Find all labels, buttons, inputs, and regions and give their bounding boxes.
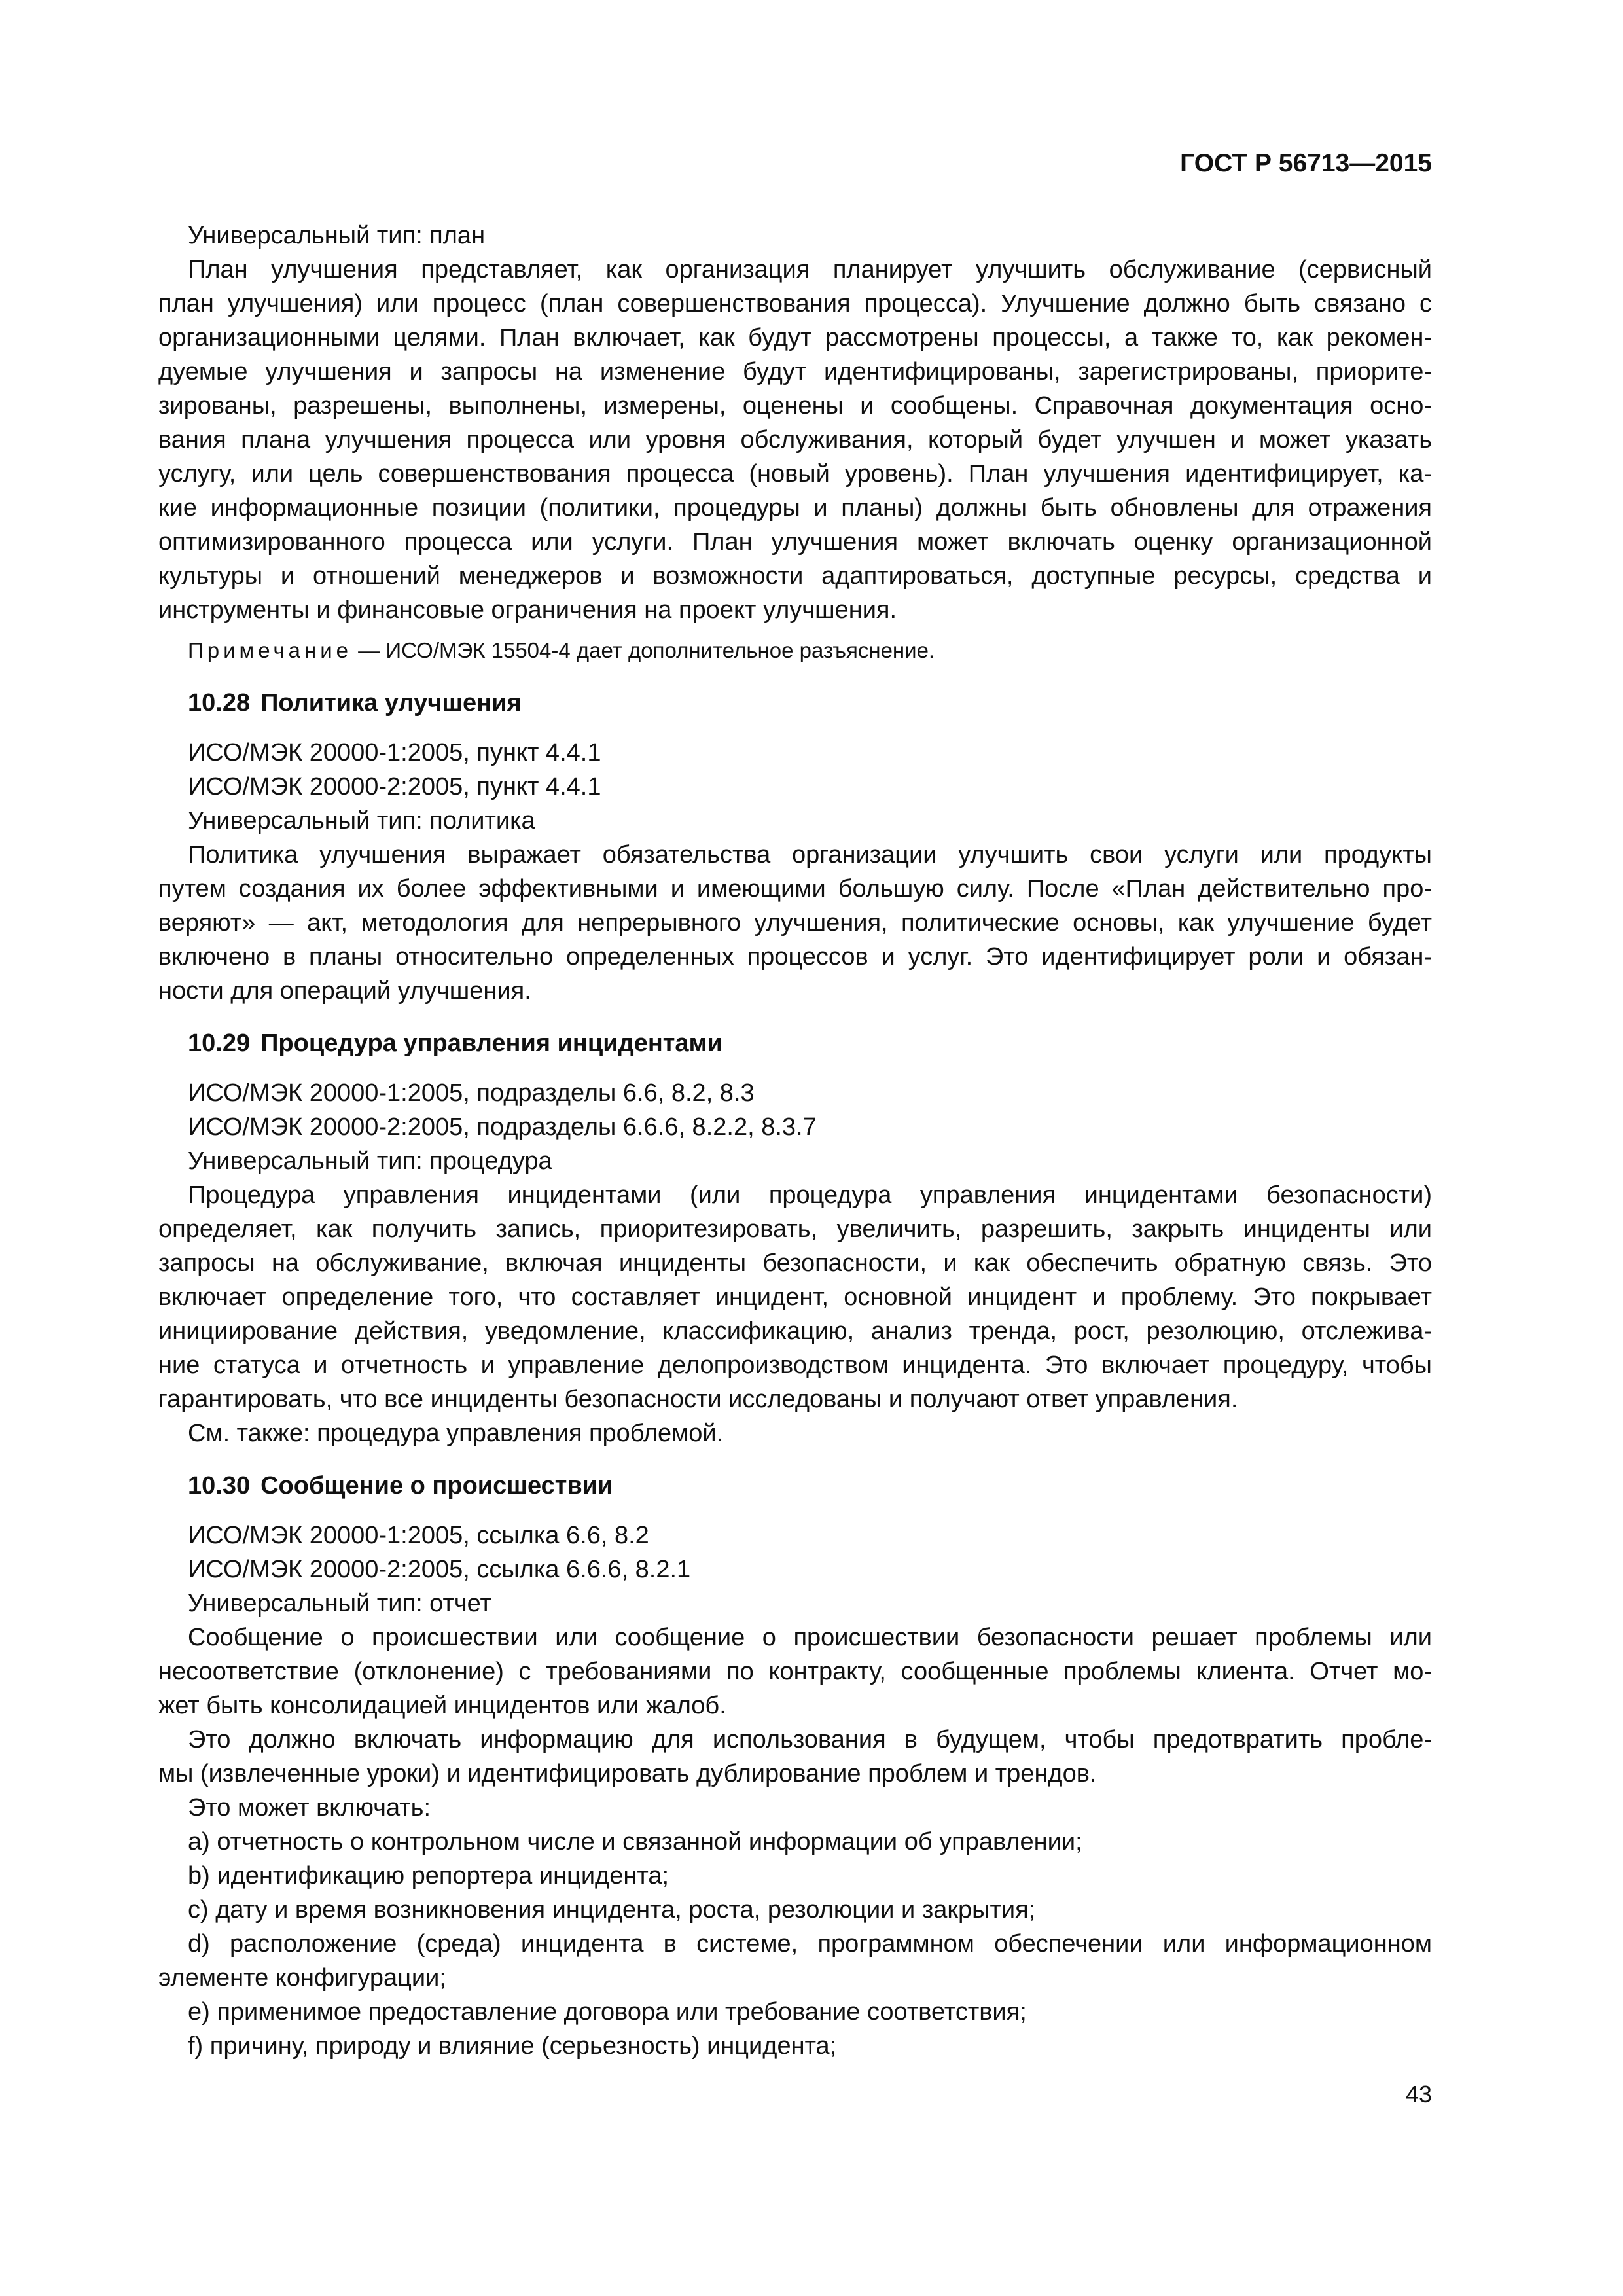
list-item: b) идентификацию репортера инцидента; bbox=[188, 1862, 669, 1890]
reference-line: ИСО/МЭК 20000-1:2005, ссылка 6.6, 8.2 bbox=[188, 1522, 649, 1549]
list-item: d) расположение (среда) инцидента в системе, программном обеспечении или информационном bbox=[188, 1930, 1432, 1958]
reference-line: ИСО/МЭК 20000-2:2005, подразделы 6.6.6, 8.2.2, 8.3.7 bbox=[188, 1113, 817, 1141]
paragraph-line: определяет, как получить запись, приоритезировать, увеличить, разрешить, закрыть инциденты или bbox=[158, 1215, 1432, 1243]
section-title: Процедура управления инцидентами bbox=[260, 1030, 723, 1057]
paragraph-line: план улучшения) или процесс (план совершенствования процесса). Улучшение должно быть связано с bbox=[158, 290, 1432, 317]
paragraph-line: оптимизированного процесса или услуги. План улучшения может включать оценку организационной bbox=[158, 528, 1432, 556]
section-heading-10-29 bbox=[158, 1026, 1432, 1060]
universal-type-line: Универсальный тип: процедура bbox=[188, 1147, 552, 1175]
section-number: 10.29 bbox=[188, 1030, 251, 1057]
paragraph-line: гарантировать, что все инциденты безопасности исследованы и получают ответ управления. bbox=[158, 1386, 1238, 1413]
paragraph-line: ние статуса и отчетность и управление делопроизводством инцидента. Это включает процедуру, чтобы bbox=[158, 1352, 1432, 1379]
list-item: a) отчетность о контрольном числе и связанной информации об управлении; bbox=[188, 1828, 1082, 1856]
section-heading-10-30 bbox=[158, 1469, 1432, 1503]
list-intro: Это может включать: bbox=[188, 1794, 431, 1821]
paragraph-line: инструменты и финансовые ограничения на проект улучшения. bbox=[158, 596, 897, 624]
incident-report-paragraph bbox=[158, 1621, 1432, 1723]
paragraph-line: инициирование действия, уведомление, классификацию, анализ тренда, рост, резолюцию, отслежива- bbox=[158, 1318, 1432, 1345]
reference-line: ИСО/МЭК 20000-2:2005, пункт 4.4.1 bbox=[188, 773, 601, 800]
note-text: — ИСО/МЭК 15504-4 дает дополнительное разъяснение. bbox=[352, 638, 935, 662]
reference-line: ИСО/МЭК 20000-1:2005, подразделы 6.6, 8.2, 8.3 bbox=[188, 1079, 755, 1107]
incident-procedure-paragraph bbox=[158, 1178, 1432, 1416]
reference-line: ИСО/МЭК 20000-1:2005, пункт 4.4.1 bbox=[188, 739, 601, 766]
list-item-continuation: элементе конфигурации; bbox=[158, 1964, 446, 1992]
paragraph-line: культуры и отношений менеджеров и возможности адаптироваться, доступные ресурсы, средства и bbox=[158, 562, 1432, 590]
section-heading-10-28 bbox=[158, 686, 1432, 720]
section-title: Сообщение о происшествии bbox=[260, 1472, 613, 1499]
paragraph-line: кие информационные позиции (политики, процедуры и планы) должны быть обновлены для отражения bbox=[158, 494, 1432, 522]
paragraph-line: включено в планы относительно определенных процессов и услуг. Это идентифицирует роли и обязан- bbox=[158, 943, 1432, 971]
improvement-plan-paragraph bbox=[158, 253, 1432, 627]
lessons-paragraph bbox=[158, 1723, 1432, 1791]
see-also-line: См. также: процедура управления проблемой. bbox=[188, 1420, 724, 1447]
paragraph-line: ности для операций улучшения. bbox=[158, 977, 531, 1005]
section-number: 10.30 bbox=[188, 1472, 251, 1499]
paragraph-line: включает определение того, что составляет инцидент, основной инцидент и проблему. Это покрывает bbox=[158, 1283, 1432, 1311]
page-content bbox=[158, 219, 1432, 2063]
report-contents-list bbox=[158, 1825, 1432, 2063]
paragraph-line: несоответствие (отклонение) с требованиями по контракту, сообщенные проблемы клиента. Отчет мо- bbox=[158, 1658, 1432, 1685]
improvement-policy-paragraph bbox=[158, 838, 1432, 1008]
paragraph-line: Это должно включать информацию для использования в будущем, чтобы предотвратить пробле- bbox=[188, 1726, 1432, 1753]
paragraph-line: организационными целями. План включает, как будут рассмотрены процессы, а также то, как рекомен- bbox=[158, 324, 1432, 351]
paragraph-line: услугу, или цель совершенствования процесса (новый уровень). План улучшения идентифицирует, ка- bbox=[158, 460, 1432, 488]
note bbox=[158, 634, 1432, 668]
section-title: Политика улучшения bbox=[260, 689, 522, 717]
paragraph-line: дуемые улучшения и запросы на изменение будут идентифицированы, зарегистрированы, приорите- bbox=[158, 358, 1432, 386]
paragraph-line: путем создания их более эффективными и имеющими большую силу. После «План действительно про- bbox=[158, 875, 1432, 903]
list-item: f) причину, природу и влияние (серьезность) инцидента; bbox=[188, 2032, 837, 2060]
paragraph-line: вания плана улучшения процесса или уровня обслуживания, который будет улучшен и может указать bbox=[158, 426, 1432, 454]
universal-type-line: Универсальный тип: план bbox=[188, 222, 486, 249]
paragraph-line: мы (извлеченные уроки) и идентифицировать дублирование проблем и трендов. bbox=[158, 1760, 1097, 1787]
note-label: Примечание bbox=[188, 638, 353, 662]
paragraph-line: веряют» — акт, методология для непрерывного улучшения, политические основы, как улучшение будет bbox=[158, 909, 1432, 937]
universal-type-line: Универсальный тип: политика bbox=[188, 807, 535, 834]
list-item: c) дату и время возникновения инцидента, роста, резолюции и закрытия; bbox=[188, 1896, 1036, 1924]
reference-line: ИСО/МЭК 20000-2:2005, ссылка 6.6.6, 8.2.1 bbox=[188, 1556, 691, 1583]
section-number: 10.28 bbox=[188, 689, 251, 717]
paragraph-line: План улучшения представляет, как организация планирует улучшить обслуживание (сервисный bbox=[188, 256, 1432, 283]
paragraph-line: жет быть консолидацией инцидентов или жалоб. bbox=[158, 1692, 726, 1719]
paragraph-line: запросы на обслуживание, включая инциденты безопасности, и как обеспечить обратную связь. Это bbox=[158, 1249, 1432, 1277]
paragraph-line: зированы, разрешены, выполнены, измерены, оценены и сообщены. Справочная документация осно- bbox=[158, 392, 1432, 420]
list-item: e) применимое предоставление договора или требование соответствия; bbox=[188, 1998, 1027, 2026]
universal-type-line: Универсальный тип: отчет bbox=[188, 1590, 491, 1617]
paragraph-line: Сообщение о происшествии или сообщение о происшествии безопасности решает проблемы или bbox=[188, 1624, 1432, 1651]
paragraph-line: Процедура управления инцидентами (или процедура управления инцидентами безопасности) bbox=[188, 1181, 1432, 1209]
standard-designation: ГОСТ Р 56713—2015 bbox=[1180, 149, 1432, 177]
paragraph-line: Политика улучшения выражает обязательства организации улучшить свои услуги или продукты bbox=[188, 841, 1432, 869]
page-number: 43 bbox=[1405, 2081, 1432, 2108]
